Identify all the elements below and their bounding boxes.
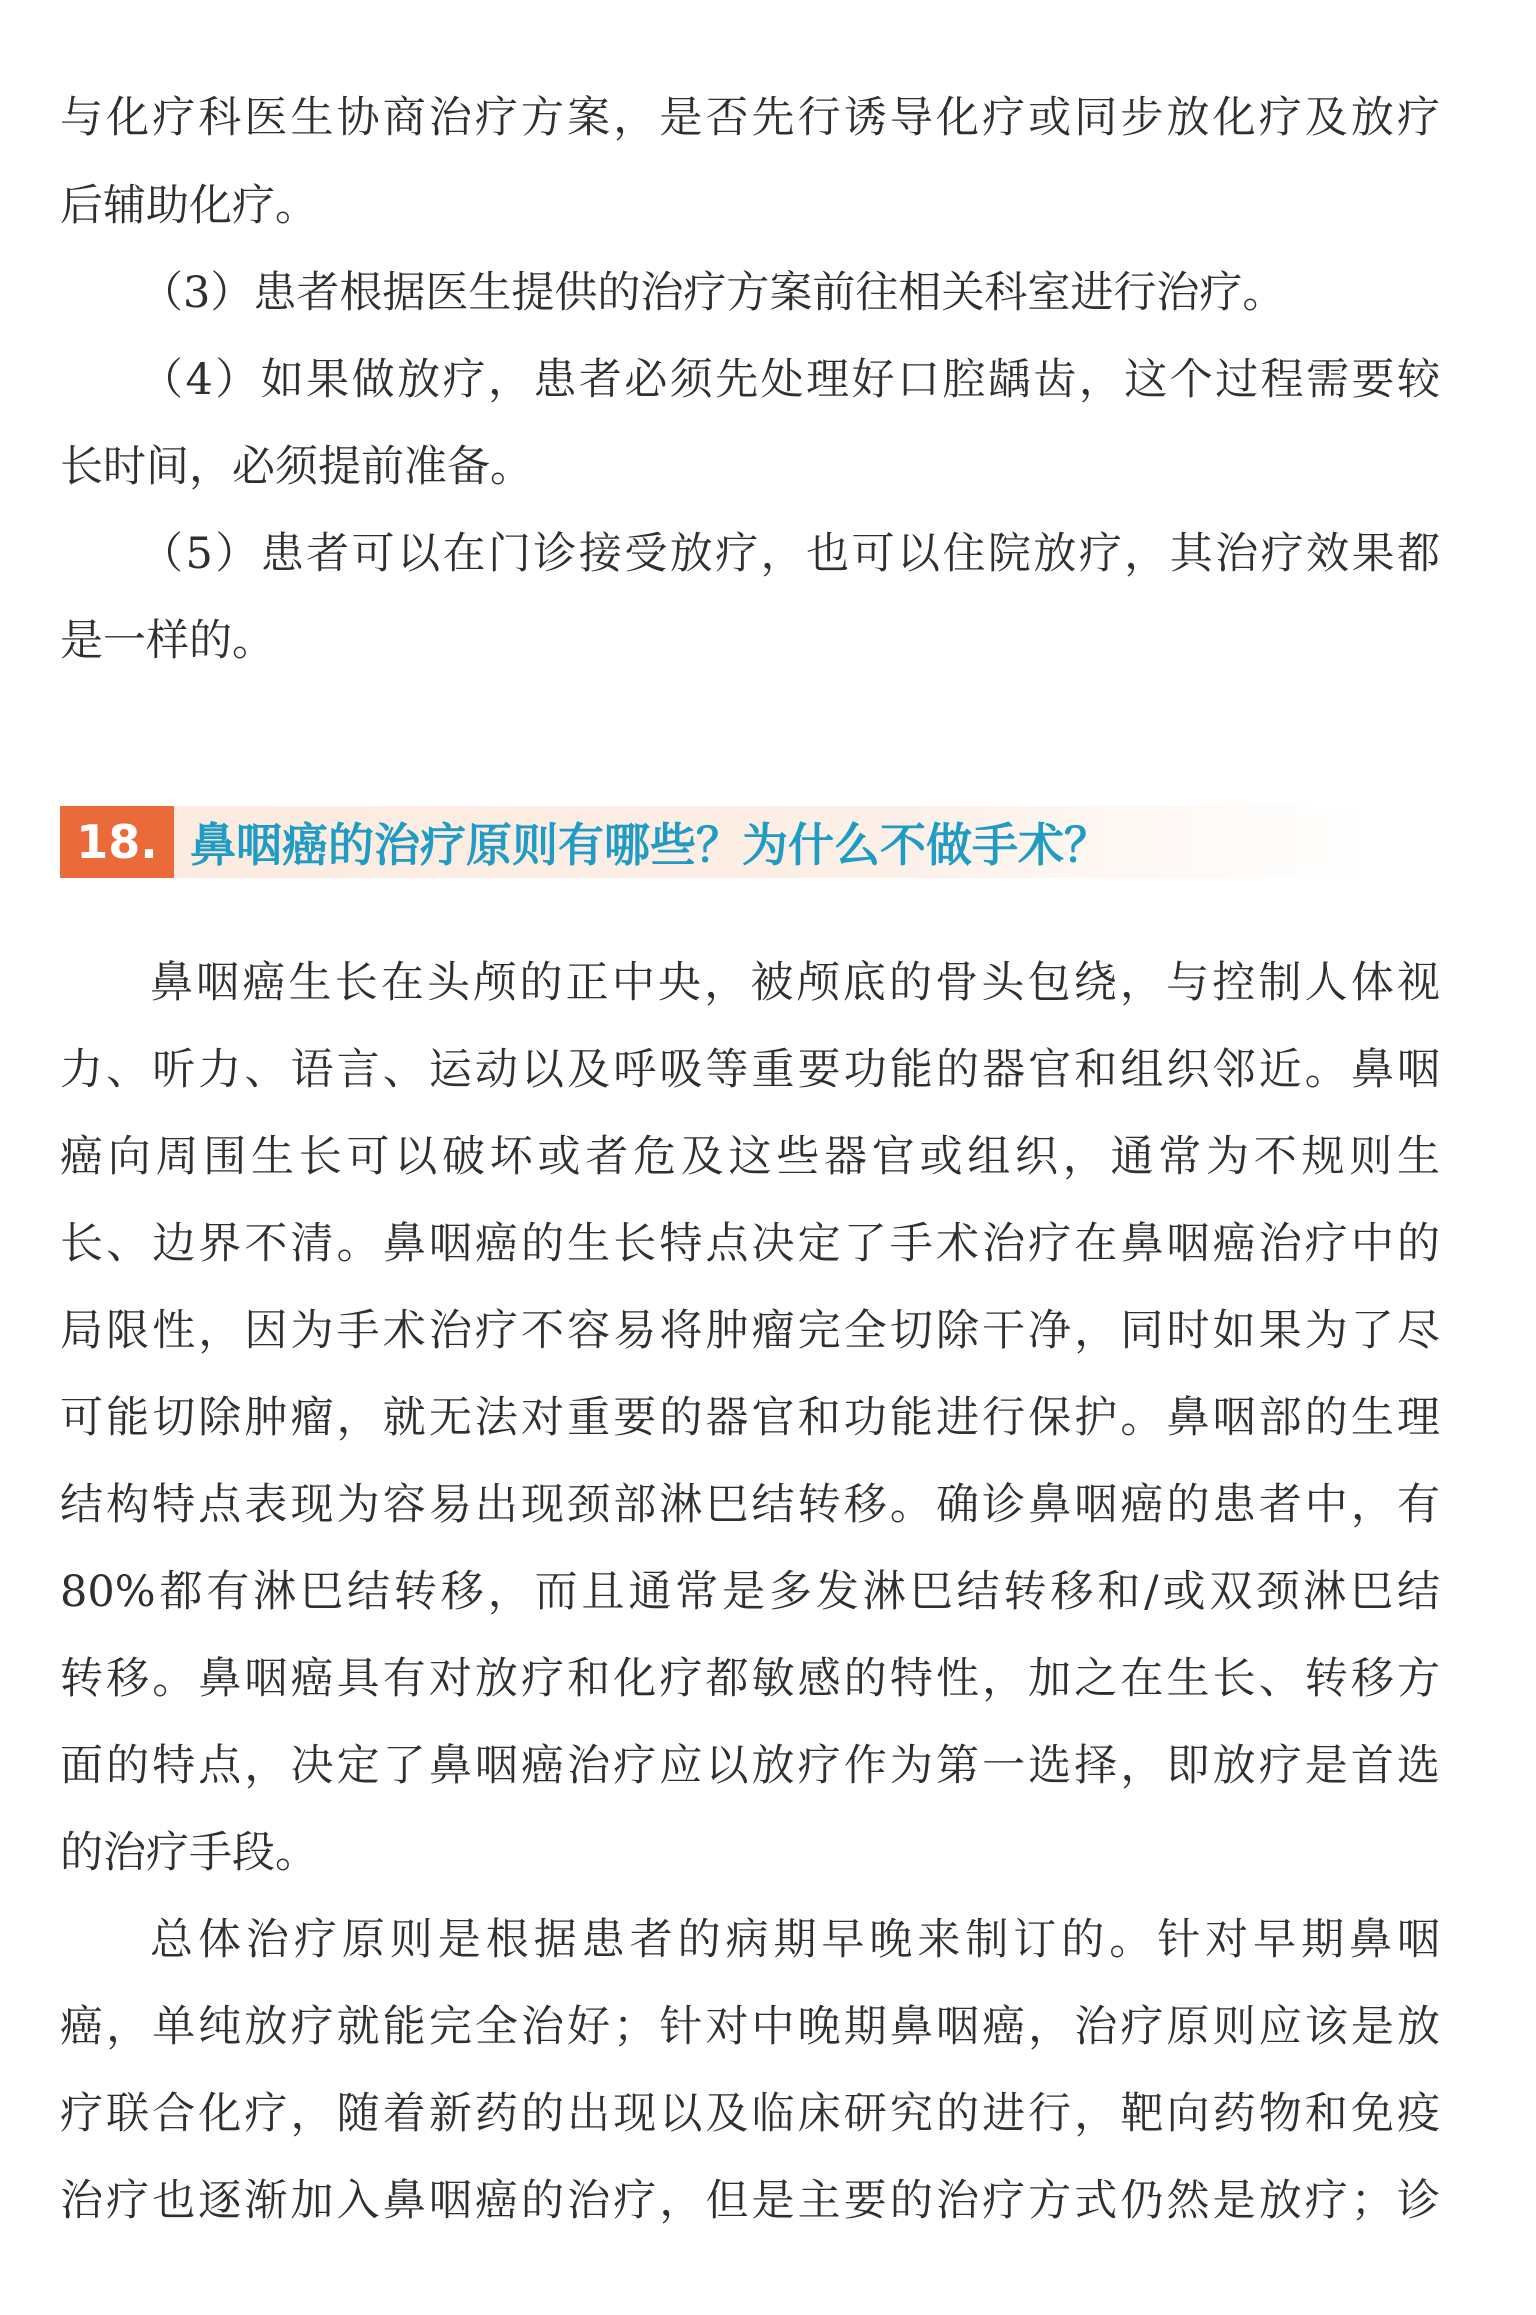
section-heading [60, 806, 1370, 878]
list-item-3: （3）患者根据医生提供的治疗方案前往相关科室进行治疗。 [140, 268, 1286, 318]
text-line: 面的特点，决定了鼻咽癌治疗应以放疗作为第一选择，即放疗是首选 [60, 1741, 1440, 1791]
list-item-4: （4）如果做放疗，患者必须先处理好口腔龋齿，这个过程需要较 [140, 355, 1440, 405]
text-line: 治疗也逐渐加入鼻咽癌的治疗，但是主要的治疗方式仍然是放疗；诊 [60, 2176, 1440, 2226]
text-line: 力、听力、语言、运动以及呼吸等重要功能的器官和组织邻近。鼻咽 [60, 1045, 1440, 1095]
section-title: 鼻咽癌的治疗原则有哪些？为什么不做手术？ [190, 818, 1110, 872]
text-line: 局限性，因为手术治疗不容易将肿瘤完全切除干净，同时如果为了尽 [60, 1306, 1440, 1356]
text-line: 与化疗科医生协商治疗方案，是否先行诱导化疗或同步放化疗及放疗 [60, 93, 1440, 143]
text-line: 转移。鼻咽癌具有对放疗和化疗都敏感的特性，加之在生长、转移方 [60, 1654, 1440, 1704]
text-line: 后辅助化疗。 [60, 181, 318, 231]
text-line: 80%都有淋巴结转移，而且通常是多发淋巴结转移和/或双颈淋巴结 [60, 1567, 1440, 1617]
paragraph-first-line: 鼻咽癌生长在头颅的正中央，被颅底的骨头包绕，与控制人体视 [150, 958, 1440, 1008]
text-line: 癌向周围生长可以破坏或者危及这些器官或组织，通常为不规则生 [60, 1132, 1440, 1182]
text-line: 疗联合化疗，随着新药的出现以及临床研究的进行，靶向药物和免疫 [60, 2089, 1440, 2139]
text-line: 是一样的。 [60, 616, 275, 666]
section-number-badge: 18. [60, 806, 174, 878]
text-line: 长时间，必须提前准备。 [60, 442, 533, 492]
text-line: 癌，单纯放疗就能完全治好；针对中晚期鼻咽癌，治疗原则应该是放 [60, 2002, 1440, 2052]
paragraph-first-line: 总体治疗原则是根据患者的病期早晚来制订的。针对早期鼻咽 [150, 1915, 1440, 1965]
text-line: 长、边界不清。鼻咽癌的生长特点决定了手术治疗在鼻咽癌治疗中的 [60, 1219, 1440, 1269]
text-line: 可能切除肿瘤，就无法对重要的器官和功能进行保护。鼻咽部的生理 [60, 1393, 1440, 1443]
text-line: 结构特点表现为容易出现颈部淋巴结转移。确诊鼻咽癌的患者中，有 [60, 1480, 1440, 1530]
list-item-5: （5）患者可以在门诊接受放疗，也可以住院放疗，其治疗效果都 [140, 529, 1440, 579]
text-line: 的治疗手段。 [60, 1828, 318, 1878]
